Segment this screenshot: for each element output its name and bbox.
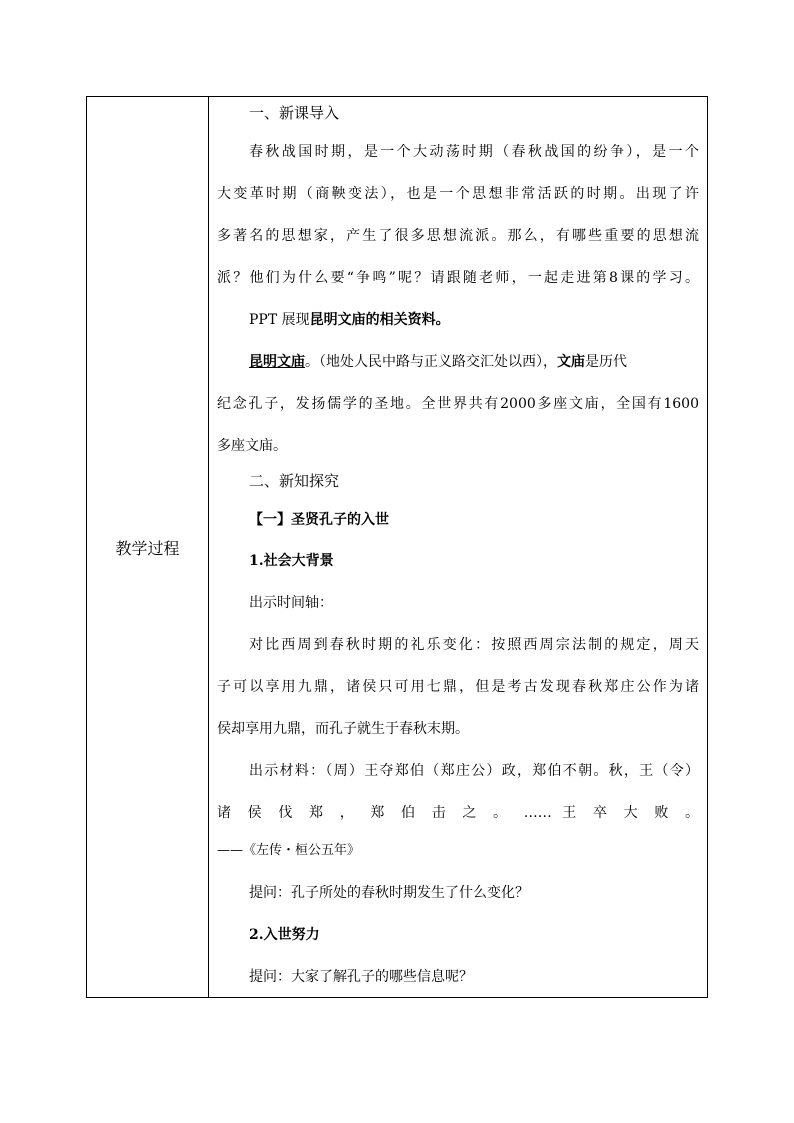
paragraph-line: 多著名的思想家，产生了很多思想流派。那么，有哪些重要的思想流 [217,228,699,244]
paragraph-line: 多座文庙。 [217,438,287,454]
row-label: 教学过程 [115,538,180,558]
paragraph-line: 纪念孔子，发扬儒学的圣地。全世界共有2000多座文庙，全国有1600 [217,396,699,412]
ppt-line [249,310,699,330]
paragraph-line: 对比西周到春秋时期的礼乐变化：按照西周宗法制的规定，周天 [249,637,699,653]
paragraph-line: 派？他们为什么要“争鸣”呢？请跟随老师，一起走进第8课的学习。 [217,270,699,286]
question-line: 提问：孔子所处的春秋时期发生了什么变化？ [249,885,529,901]
section-heading-intro: 一、新课导入 [249,104,340,122]
question-line: 提问：大家了解孔子的哪些信息呢？ [249,969,473,985]
ppt-prefix: PPT 展现 [249,312,310,328]
paragraph-line: 春秋战国时期，是一个大动荡时期（春秋战国的纷争），是一个 [249,144,699,160]
timeline-line: 出示时间轴： [249,595,333,611]
paragraph-line: 侯却享用九鼎，而孔子就生于春秋末期。 [217,721,469,737]
temple-line [249,352,699,372]
temple-tail: 是历代 [585,354,627,370]
ppt-resource: 昆明文庙的相关资料。 [309,312,450,328]
section-heading-explore: 二、新知探究 [249,472,340,490]
temple-term: 昆明文庙 [249,354,305,370]
paragraph-line: 大变革时期（商鞅变法），也是一个思想非常活跃的时期。出现了许 [217,186,699,202]
material-source: ——《左传・桓公五年》 [217,843,361,858]
lesson-table [86,96,708,998]
material-line: 出示材料：（周）王夺郑伯（郑庄公）政，郑伯不朝。秋，王（令） [249,763,699,779]
item-heading: 2.入世努力 [249,927,320,943]
material-line: 诸 侯 伐 郑 ， 郑 伯 击 之 。 …… 王 卒 大 败 。 [217,805,699,821]
paragraph-line: 子可以享用九鼎，诸侯只可用七鼎，但是考古发现春秋郑庄公作为诸 [217,679,699,695]
temple-location: 。（地处人民中路与正义路交汇处以西）， [305,354,557,370]
content-cell [209,97,707,997]
item-heading: 1.社会大背景 [249,553,334,569]
subheading: 【一】圣贤孔子的入世 [249,512,389,528]
temple-bold: 文庙 [557,354,585,370]
